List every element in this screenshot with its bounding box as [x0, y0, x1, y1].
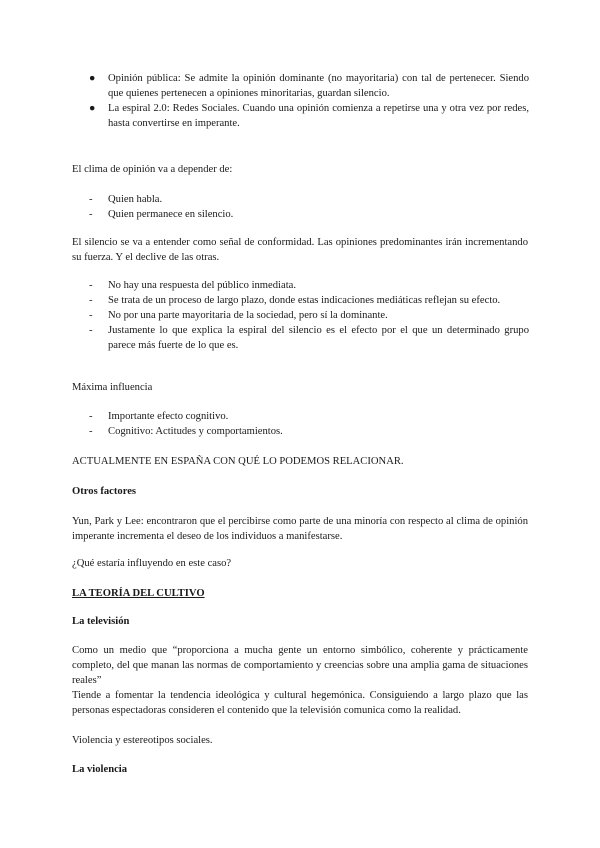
clima-list: [89, 192, 529, 222]
list-item-text: Quien habla.: [108, 194, 163, 205]
television-paragraph-1: Como un medio que “proporciona a mucha gente un entorno simbólico, coherente y prácticamente completo, del que manan las normas de comportamiento y creencias sobre una amplia gama de situaciones reales”: [72, 645, 528, 686]
dash-marker: -: [89, 280, 93, 291]
dash-marker: -: [89, 325, 93, 336]
otros-factores-heading: Otros factores: [72, 486, 137, 497]
bullet-marker: ●: [89, 103, 96, 114]
bullet-list-top: [89, 71, 529, 131]
list-item: [89, 308, 529, 323]
list-item: [89, 278, 529, 293]
dash-marker: -: [89, 194, 93, 205]
dash-marker: -: [89, 310, 93, 321]
list-item: [89, 71, 529, 101]
list-item: [89, 409, 529, 424]
list-item: [89, 293, 529, 308]
silencio-list: [89, 278, 529, 353]
television-title: La televisión: [72, 616, 130, 627]
list-item-text: No por una parte mayoritaria de la sociedad, pero sí la dominante.: [108, 310, 388, 321]
list-item: [89, 323, 529, 353]
violencia-title: La violencia: [72, 764, 128, 775]
list-item-text: Cognitivo: Actitudes y comportamientos.: [108, 426, 283, 437]
list-item: [89, 424, 529, 439]
list-item-text: Se trata de un proceso de largo plazo, donde estas indicaciones mediáticas reflejan su efecto.: [108, 295, 501, 306]
television-paragraph-2: Tiende a fomentar la tendencia ideológica y cultural hegemónica. Consiguiendo a largo plazo que las personas espectadoras consideren el contenido que la televisión comunica como la realidad.: [72, 690, 528, 716]
violencia-line: Violencia y estereotipos sociales.: [72, 735, 213, 746]
teoria-title: LA TEORÍA DEL CULTIVO: [72, 588, 205, 599]
dash-marker: -: [89, 295, 93, 306]
bullet-marker: ●: [89, 73, 96, 84]
actualmente-heading: ACTUALMENTE EN ESPAÑA CON QUÉ LO PODEMOS RELACIONAR.: [72, 456, 404, 467]
que-estaria-question: ¿Qué estaría influyendo en este caso?: [72, 558, 232, 569]
yun-paragraph: Yun, Park y Lee: encontraron que el percibirse como parte de una minoría con respecto al clima de opinión imperante incrementa el deseo de los individuos a manifestarse.: [72, 516, 528, 542]
dash-marker: -: [89, 209, 93, 220]
silencio-paragraph: El silencio se va a entender como señal de conformidad. Las opiniones predominantes irán incrementando su fuerza. Y el declive de las otras.: [72, 237, 528, 263]
list-item-text: Justamente lo que explica la espiral del silencio es el efecto por el que un determinado grupo parece más fuerte de lo que es.: [108, 325, 529, 351]
list-item: [89, 207, 529, 222]
clima-intro: El clima de opinión va a depender de:: [72, 164, 233, 175]
list-item-text: No hay una respuesta del público inmediata.: [108, 280, 296, 291]
dash-marker: -: [89, 411, 93, 422]
list-item-text: Quien permanece en silencio.: [108, 209, 234, 220]
maxima-title: Máxima influencia: [72, 382, 153, 393]
list-item: [89, 101, 529, 131]
list-item-text: Opinión pública: Se admite la opinión dominante (no mayoritaria) con tal de pertenecer. Siendo que quienes pertenecen a opiniones minoritarias, guardan silencio.: [108, 73, 529, 99]
list-item-text: Importante efecto cognitivo.: [108, 411, 229, 422]
list-item-text: La espiral 2.0: Redes Sociales. Cuando una opinión comienza a repetirse una y otra vez por redes, hasta convertirse en imperante.: [108, 103, 529, 129]
list-item: [89, 192, 529, 207]
dash-marker: -: [89, 426, 93, 437]
maxima-list: [89, 409, 529, 439]
